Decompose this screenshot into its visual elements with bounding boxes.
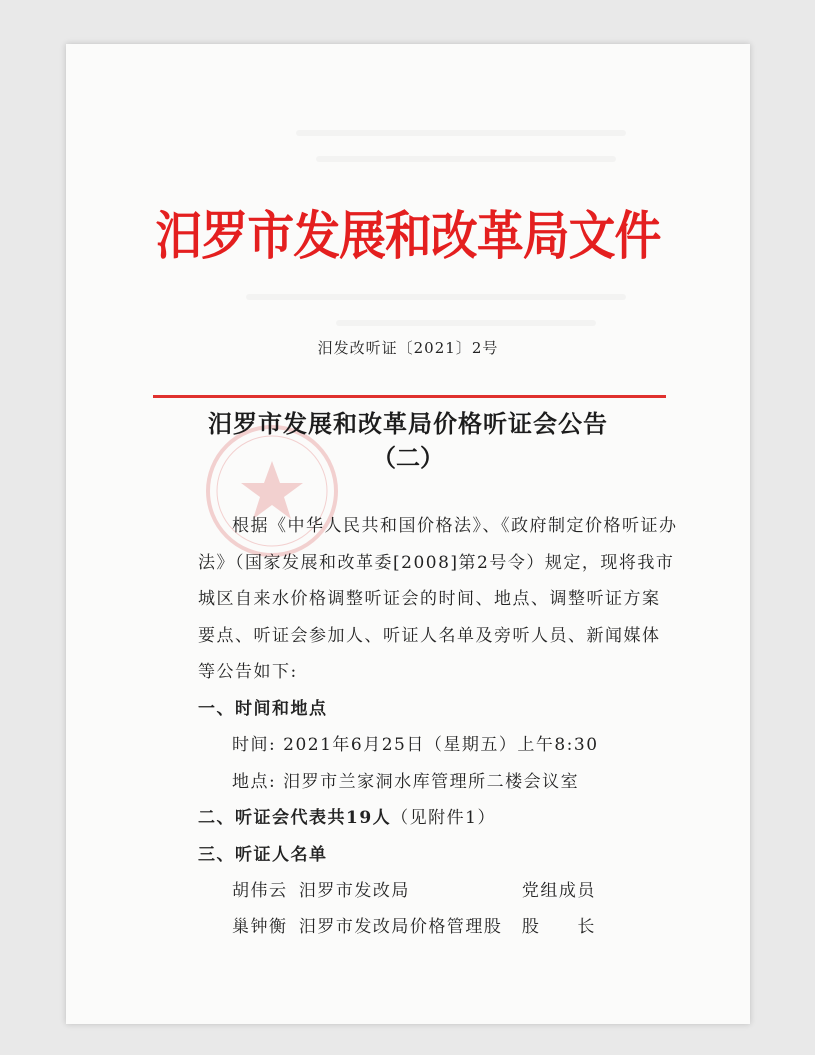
hearer-name: 胡伟云 bbox=[232, 880, 288, 901]
notice-body bbox=[198, 508, 678, 945]
section2-heading-text: 二、听证会代表共19人 bbox=[198, 808, 392, 828]
hearer-list bbox=[198, 873, 678, 945]
section-heading-hearers bbox=[198, 837, 678, 874]
hearer-row bbox=[232, 873, 678, 909]
agency-title: 汨罗市发展和改革局文件 bbox=[155, 206, 661, 267]
hearer-name: 巢钟衡 bbox=[232, 916, 288, 937]
section3-heading-text: 三、听证人名单 bbox=[198, 844, 328, 865]
hearer-row bbox=[232, 909, 678, 945]
document-number: 汨发改听证〔2021〕2号 bbox=[317, 339, 499, 357]
section2-note: （见附件1） bbox=[391, 808, 496, 828]
section1-heading-text: 一、时间和地点 bbox=[198, 698, 328, 719]
hearer-unit: 汨罗市发改局 bbox=[298, 880, 410, 901]
meeting-place: 地点: 汨罗市兰家洞水库管理所二楼会议室 bbox=[232, 771, 580, 792]
red-divider-line bbox=[153, 395, 666, 398]
hearer-role: 党组成员 bbox=[521, 880, 596, 901]
notice-subtitle: （二） bbox=[372, 443, 444, 472]
hearer-unit: 汨罗市发改局价格管理股 bbox=[298, 916, 503, 937]
meeting-time: 时间: 2021年6月25日（星期五）上午8:30 bbox=[232, 735, 599, 755]
intro-paragraph: 根据《中华人民共和国价格法》、《政府制定价格听证办法》（国家发展和改革委[2008]第2号令）规定，现将我市城区自来水价格调整听证会的时间、地点、调整听证方案要点、听证会参加人、听证人名单及旁听人员、新闻媒体等公告如下: bbox=[198, 516, 678, 682]
document-page bbox=[66, 44, 750, 1024]
section-heading-time-place bbox=[198, 691, 678, 728]
hearer-role: 股 长 bbox=[521, 916, 596, 937]
section-heading-representatives bbox=[198, 800, 678, 837]
notice-title: 汨罗市发展和改革局价格听证会公告 bbox=[208, 409, 608, 438]
